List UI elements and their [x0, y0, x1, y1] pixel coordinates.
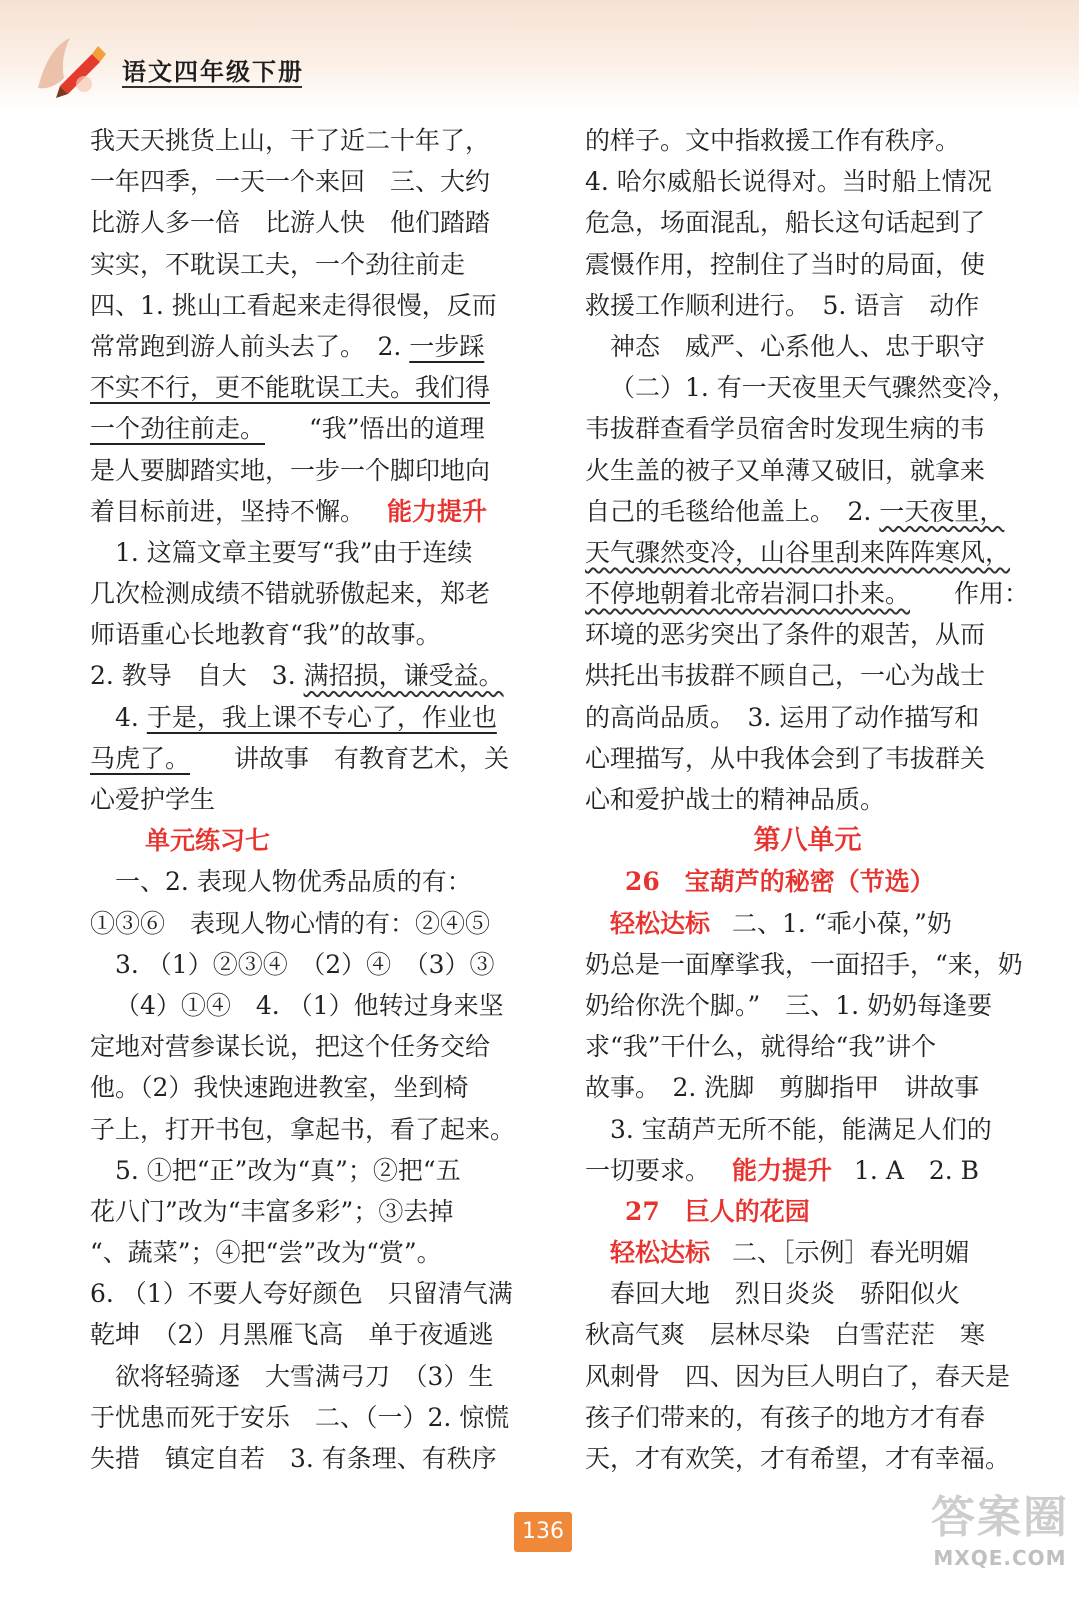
text-line [90, 408, 540, 449]
underlined-answer: 一个劲往前走。 [90, 414, 266, 444]
watermark-url: MXQE.COM [933, 1546, 1067, 1570]
text-line: 他。（2）我快速跑进教室，坐到椅 [90, 1073, 469, 1103]
text-segment: 作用： [954, 579, 1030, 609]
text-line [585, 1232, 1030, 1273]
section-heading: 单元练习七 [145, 826, 271, 856]
title-underline [122, 86, 302, 88]
text-line: 欲将轻骑逐 大雪满弓刀 （3）生 [115, 1361, 494, 1391]
text-line: （4）①④ 4. （1）他转过身来坚 [115, 990, 504, 1020]
wavy-underlined-answer: 一天夜里， [879, 496, 1005, 526]
text-line: 我天天挑货上山，干了近二十年了， [90, 126, 491, 155]
underlined-answer: 于是，我上课不专心了，作业也 [146, 702, 497, 732]
text-line: 环境的恶劣突出了条件的艰苦，从而 [585, 620, 986, 650]
text-line: 的高尚品质。 3. 运用了动作描写和 [585, 702, 980, 732]
text-line: 奶总是一面摩挲我，一面招手，“来，奶 [585, 949, 1023, 979]
text-line: 风刺骨 四、因为巨人明白了，春天是 [585, 1361, 1011, 1391]
text-line: 子上，打开书包，拿起书，看了起来。 [90, 1114, 516, 1144]
text-line [90, 491, 540, 532]
text-line: 火生盖的被子又单薄又破旧，就拿来 [585, 455, 986, 485]
text-line: 3. 宝葫芦无所不能，能满足人们的 [610, 1114, 992, 1144]
text-line [585, 573, 1030, 614]
wavy-underlined-answer: 不停地朝着北帝岩洞口扑来。 [585, 579, 911, 609]
text-line: 师语重心长地教育“我”的故事。 [90, 620, 441, 650]
underlined-answer-line: 不实不行，更不能耽误工夫。我们得 [90, 373, 491, 403]
text-segment: “我”悟出的道理 [309, 414, 485, 444]
text-line [90, 655, 540, 696]
text-segment: 二、1. “乖小葆，”奶 [732, 908, 952, 938]
watermark-logo-text: 答案圈 [931, 1492, 1069, 1543]
text-line: 乾坤 （2）月黑雁飞高 单于夜遁逃 [90, 1320, 494, 1350]
text-line: 的样子。文中指救援工作有秩序。 [585, 126, 961, 155]
brush-pen-logo-icon [30, 28, 112, 102]
text-line: “、蔬菜”；④把“尝”改为“赏”。 [90, 1238, 442, 1268]
section-label-basic: 轻松达标 [610, 908, 711, 938]
text-line: 求“我”干什么，就得给“我”讲个 [585, 1032, 937, 1062]
text-line: 震慑作用，控制住了当时的局面，使 [585, 249, 986, 279]
text-line: ①③⑥ 表现人物心情的有：②④⑤ [90, 908, 491, 938]
watermark [930, 1490, 1070, 1590]
text-segment: 讲故事 有教育艺术，关 [234, 743, 510, 773]
section-label-ability: 能力提升 [387, 496, 488, 526]
text-line: 烘托出韦拔群不顾自己，一心为战士 [585, 661, 986, 691]
text-line: 几次检测成绩不错就骄傲起来，郑老 [90, 579, 491, 609]
text-segment: 一切要求。 [585, 1155, 711, 1185]
text-line: 故事。 2. 洗脚 剪脚指甲 讲故事 [585, 1073, 980, 1103]
section-label-ability: 能力提升 [732, 1155, 833, 1185]
text-line: 心和爱护战士的精神品质。 [585, 785, 886, 814]
unit-heading: 第八单元 [753, 825, 862, 857]
lesson-heading: 27 巨人的花园 [625, 1196, 810, 1226]
right-column [585, 120, 1030, 1479]
text-segment: 2. 教导 自大 3. [90, 661, 304, 691]
text-line: 天，才有欢笑，才有希望，才有幸福。 [585, 1444, 1011, 1473]
text-line: 实实，不耽误工夫，一个劲往前走 [90, 249, 466, 279]
text-line: 神态 威严、心系他人、忠于职守 [610, 331, 986, 361]
text-line: 5. ①把“正”改为“真”；②把“五 [115, 1155, 461, 1185]
text-line: 4. 哈尔威船长说得对。当时船上情况 [585, 167, 992, 197]
text-line: 于忧患而死于安乐 二、（一）2. 惊慌 [90, 1402, 510, 1432]
book-title: 语文四年级下册 [122, 57, 304, 86]
text-line [585, 903, 1030, 944]
text-line: 花八门”改为“丰富多彩”；③去掉 [90, 1196, 454, 1226]
left-column [90, 120, 540, 1479]
text-line: 3. （1）②③④ （2）④ （3）③ [115, 949, 495, 979]
text-segment: 4. [115, 702, 147, 732]
text-line: 四、1. 挑山工看起来走得很慢，反而 [90, 290, 497, 320]
text-line: 6. （1）不要人夸好颜色 只留清气满 [90, 1279, 513, 1309]
wavy-underlined-answer-line: 天气骤然变冷，山谷里刮来阵阵寒风， [585, 537, 1011, 567]
text-line: 一、2. 表现人物优秀品质的有： [115, 867, 472, 897]
text-line [90, 326, 540, 367]
text-segment: 1. A 2. B [854, 1155, 980, 1185]
wavy-underlined-answer: 满招损，谦受益。 [303, 661, 504, 691]
text-segment: 自己的毛毯给他盖上。 2. [585, 496, 880, 526]
text-segment: 着目标前进，坚持不懈。 [90, 496, 366, 526]
section-label-basic: 轻松达标 [610, 1238, 711, 1268]
text-line: 心理描写，从中我体会到了韦拔群关 [585, 743, 986, 773]
underlined-answer: 马虎了。 [90, 743, 191, 773]
text-line: 救援工作顺利进行。 5. 语言 动作 [585, 290, 980, 320]
page-number: 136 [514, 1512, 572, 1552]
text-line [90, 738, 540, 779]
text-line: 是人要脚踏实地，一步一个脚印地向 [90, 455, 491, 485]
text-line: 比游人多一倍 比游人快 他们踏踏 [90, 208, 491, 238]
text-line: 1. 这篇文章主要写“我”由于连续 [115, 537, 473, 567]
text-line [585, 491, 1030, 532]
underlined-answer: 一步踩 [409, 331, 485, 361]
text-line: 春回大地 烈日炎炎 骄阳似火 [610, 1279, 961, 1309]
text-line: 奶给你洗个脚。” 三、1. 奶奶每逢要 [585, 990, 993, 1020]
text-line [90, 697, 540, 738]
text-line: 韦拔群查看学员宿舍时发现生病的韦 [585, 414, 986, 444]
text-line: 孩子们带来的，有孩子的地方才有春 [585, 1402, 986, 1432]
text-line: （二）1. 有一天夜里天气骤然变冷， [610, 373, 1017, 403]
text-line: 失措 镇定自若 3. 有条理、有秩序 [90, 1444, 497, 1473]
text-line: 一年四季，一天一个来回 三、大约 [90, 167, 491, 197]
text-line: 秋高气爽 层林尽染 白雪茫茫 寒 [585, 1320, 986, 1350]
text-segment: 常常跑到游人前头去了。 2. [90, 331, 410, 361]
text-line: 危急，场面混乱，船长这句话起到了 [585, 208, 986, 238]
lesson-heading: 26 宝葫芦的秘密（节选） [625, 867, 935, 897]
text-line: 心爱护学生 [90, 785, 216, 814]
text-segment: 二、［示例］春光明媚 [732, 1238, 970, 1268]
text-line [585, 1150, 1030, 1191]
text-line: 定地对营参谋长说，把这个任务交给 [90, 1032, 491, 1062]
